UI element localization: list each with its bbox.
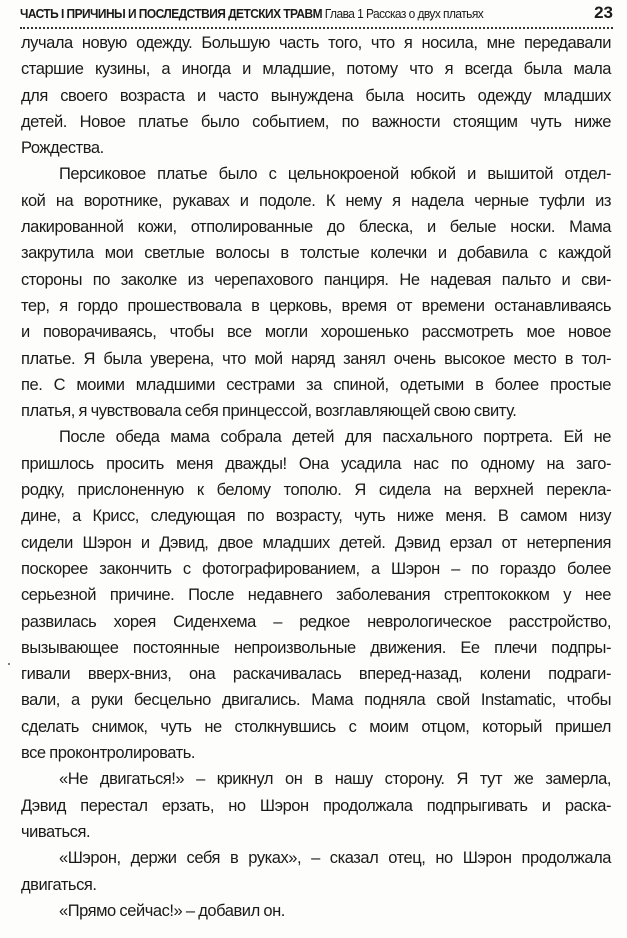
text-line: лакированной кожи, отполированные до блеска, и белые носки. Мама (21, 218, 611, 237)
text-line: Дэвид перестал ерзать, но Шэрон продолжала подпрыгивать и раска- (21, 796, 611, 815)
text-line: все проконтролировать. (21, 744, 196, 763)
text-line: После обеда мама собрала детей для пасхального портрета. Ей не (59, 428, 611, 447)
text-line: Персиковое платье было с цельнокроеной юбкой и вышитой отдел- (59, 165, 611, 184)
text-line: «Не двигаться!» – крикнул он в нашу сторону. Я тут же замерла, (59, 770, 611, 789)
text-line: пе. С моими младшими сестрами за спиной, одетыми в более простые (21, 375, 611, 394)
text-line: родку, прислоненную к белому тополю. Я сидела на верхней перекла- (21, 481, 611, 500)
text-line: старшие кузины, а иногда и младшие, потому что я всегда была мала (21, 60, 611, 79)
header-divider (20, 27, 613, 29)
running-header (20, 2, 566, 26)
text-line: сделать снимок, чуть не столкнувшись с моим отцом, который пришел (21, 717, 611, 736)
header-chapter-title: Глава 1 Рассказ о двух платьях (324, 6, 484, 21)
page-number: 23 (594, 3, 613, 22)
text-line: платья, я чувствовала себя принцессой, возглавляющей свою свиту. (21, 402, 517, 421)
text-line: для своего возраста и часто вынуждена была носить одежду младших (21, 86, 611, 105)
text-line: закрутила мои светлые волосы в толстые колечки и добавила с каждой (21, 244, 611, 263)
text-line: вызывающее постоянные непроизвольные движения. Ее плечи подпры- (21, 638, 611, 657)
text-line: кой на воротнике, рукавах и подоле. К нему я надела черные туфли из (21, 191, 611, 210)
text-line: «Шэрон, держи себя в руках», – сказал отец, но Шэрон продолжала (59, 849, 611, 868)
text-line: вали, а руки бесцельно двигались. Мама подняла свой Instamatic, чтобы (21, 691, 611, 710)
text-line: «Прямо сейчас!» – добавил он. (59, 901, 285, 920)
text-line: Рождества. (21, 139, 104, 158)
text-line: дине, а Крисс, следующая по возрасту, чуть ниже меня. В самом низу (21, 507, 611, 526)
text-line: поскорее закончить с фотографированием, а Шэрон – по гораздо более (21, 559, 611, 578)
text-line: серьезной причине. После недавнего заболевания стрептококком у нее (21, 586, 611, 605)
text-line: и поворачиваясь, чтобы все могли хорошенько рассмотреть мое новое (21, 323, 611, 342)
header-part-title: ЧАСТЬ I ПРИЧИНЫ И ПОСЛЕДСТВИЯ ДЕТСКИХ ТРАВМ (20, 6, 323, 21)
text-line: развилась хорея Сиденхема – редкое неврологическое расстройство, (21, 612, 611, 631)
text-line: стороны по заколке из черепахового панциря. Не надевая пальто и сви- (21, 270, 611, 289)
body-text (21, 30, 611, 924)
text-line: тер, я гордо прошествовала в церковь, время от времени останавливаясь (21, 296, 611, 315)
text-line: лучала новую одежду. Большую часть того, что я носила, мне передавали (21, 34, 611, 52)
text-line: платье. Я была уверена, что мой наряд занял очень высокое место в тол- (21, 349, 611, 368)
text-line: пришлось просить меня дважды! Она усадила нас по одному на заго- (21, 454, 611, 473)
text-line: детей. Новое платье было событием, по важности стоящим чуть ниже (21, 112, 611, 131)
text-line: двигаться. (21, 875, 97, 894)
text-line: чиваться. (21, 822, 91, 841)
text-line: сидели Шэрон и Дэвид, двое младших детей. Дэвид ерзал от нетерпения (21, 533, 611, 552)
margin-speck (8, 663, 10, 665)
text-line: гивали вверх-вниз, она раскачивалась вперед-назад, колени подраги- (21, 665, 611, 684)
